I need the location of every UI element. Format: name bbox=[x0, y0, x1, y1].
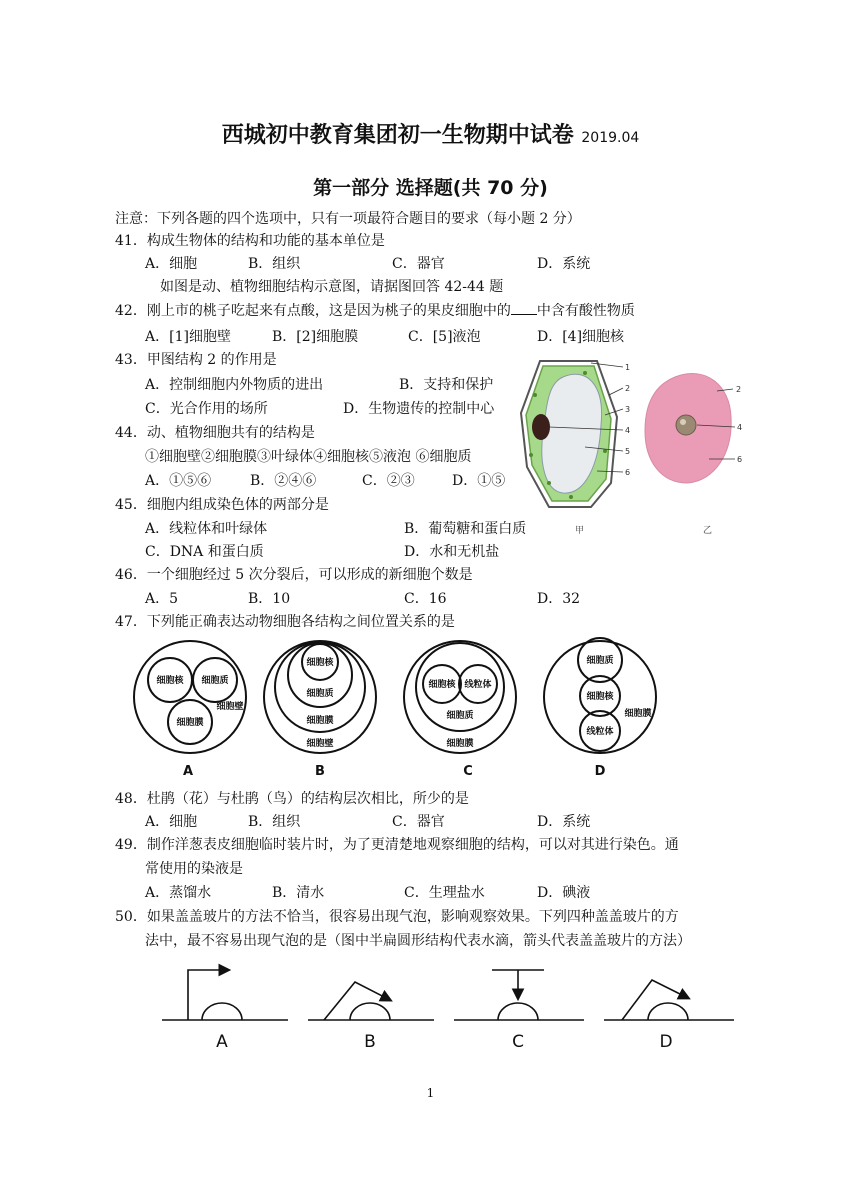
q46-option-a: A．5 bbox=[145, 591, 179, 607]
label-2: 2 bbox=[625, 384, 631, 393]
figure-intro: 如图是动、植物细胞结构示意图，请据图回答 42-44 题 bbox=[160, 279, 504, 295]
q46-option-d: D．32 bbox=[537, 591, 581, 607]
page-title bbox=[0, 118, 861, 149]
label-3: 3 bbox=[625, 405, 631, 414]
q49-stem-line2: 常使用的染液是 bbox=[145, 861, 243, 877]
q43-option-c: C．光合作用的场所 bbox=[145, 401, 268, 417]
a-text-2: 细胞质 bbox=[201, 676, 229, 686]
cell-structure-figure bbox=[505, 355, 780, 540]
section-heading: 第一部分 选择题(共 70 分) bbox=[313, 177, 548, 199]
q47-figure bbox=[130, 632, 670, 782]
c-text-3: 细胞质 bbox=[446, 711, 474, 721]
q47-letter-d: D bbox=[594, 764, 606, 779]
label-4: 4 bbox=[625, 426, 631, 435]
q41-option-c: C．器官 bbox=[392, 256, 445, 272]
animal-label-4: 4 bbox=[737, 423, 743, 432]
d-text-2: 细胞核 bbox=[586, 692, 614, 702]
arrow-d bbox=[622, 980, 688, 1020]
q42-stem bbox=[115, 302, 635, 320]
q43-option-d: D．生物遗传的控制中心 bbox=[343, 401, 495, 417]
q48-option-d: D．系统 bbox=[537, 814, 591, 830]
q44-option-d: D．①⑤ bbox=[452, 473, 506, 489]
q42-option-d: D．[4]细胞核 bbox=[537, 329, 625, 345]
q49-option-d: D．碘液 bbox=[537, 885, 591, 901]
q50-letter-a: A bbox=[216, 1032, 228, 1052]
q45-option-b: B．葡萄糖和蛋白质 bbox=[404, 521, 527, 537]
q41-option-b: B．组织 bbox=[248, 256, 301, 272]
q46-option-c: C．16 bbox=[404, 591, 447, 607]
q50-letter-d: D bbox=[659, 1032, 673, 1052]
answer-blank bbox=[511, 302, 537, 315]
q49-option-b: B．清水 bbox=[272, 885, 325, 901]
b-text-3: 细胞膜 bbox=[306, 716, 334, 726]
q48-option-c: C．器官 bbox=[392, 814, 445, 830]
caption-animal: 乙 bbox=[703, 526, 713, 536]
q42-option-a: A．[1]细胞壁 bbox=[145, 329, 231, 345]
droplet-d bbox=[648, 1003, 688, 1020]
q50-letter-c: C bbox=[512, 1032, 524, 1052]
q43-stem: 43．甲图结构 2 的作用是 bbox=[115, 352, 277, 368]
d-text-4: 细胞膜 bbox=[624, 709, 652, 719]
q41-stem: 41．构成生物体的结构和功能的基本单位是 bbox=[115, 233, 385, 249]
q48-stem: 48．杜鹃（花）与杜鹃（鸟）的结构层次相比，所少的是 bbox=[115, 791, 469, 807]
q44-option-b: B．②④⑥ bbox=[250, 473, 317, 489]
q47-letter-a: A bbox=[182, 764, 194, 779]
c-text-2: 线粒体 bbox=[464, 680, 492, 690]
title-text: 西城初中教育集团初一生物期中试卷 bbox=[221, 123, 574, 148]
q48-option-b: B．组织 bbox=[248, 814, 301, 830]
q49-option-c: C．生理盐水 bbox=[404, 885, 485, 901]
label-6: 6 bbox=[625, 468, 631, 477]
animal-nucleus bbox=[676, 415, 696, 435]
q43-option-a: A．控制细胞内外物质的进出 bbox=[145, 377, 324, 393]
q49-option-a: A．蒸馏水 bbox=[145, 885, 212, 901]
animal-label-6: 6 bbox=[737, 455, 743, 464]
q44-option-c: C．②③ bbox=[362, 473, 415, 489]
q41-option-d: D．系统 bbox=[537, 256, 591, 272]
q42-option-c: C．[5]液泡 bbox=[408, 329, 481, 345]
q45-option-a: A．线粒体和叶绿体 bbox=[145, 521, 268, 537]
q49-stem-line1: 49．制作洋葱表皮细胞临时装片时，为了更清楚地观察细胞的结构，可以对其进行染色。通 bbox=[115, 837, 679, 853]
q50-stem-line2: 法中，最不容易出现气泡的是（图中半扁圆形结构代表水滴，箭头代表盖盖玻片的方法） bbox=[145, 933, 691, 949]
b-text-4: 细胞壁 bbox=[306, 739, 334, 749]
q50-figure bbox=[160, 960, 740, 1055]
q46-option-b: B．10 bbox=[248, 591, 291, 607]
q47-stem: 47．下列能正确表达动物细胞各结构之间位置关系的是 bbox=[115, 614, 455, 630]
animal-label-2: 2 bbox=[736, 385, 742, 394]
q42-stem-a: 42．刚上市的桃子吃起来有点酸，这是因为桃子的果皮细胞中的 bbox=[115, 303, 511, 319]
d-text-1: 细胞质 bbox=[586, 656, 614, 666]
q45-option-d: D．水和无机盐 bbox=[404, 544, 500, 560]
q48-option-a: A．细胞 bbox=[145, 814, 198, 830]
a-text-3: 细胞膜 bbox=[176, 718, 204, 728]
instructions-note: 注意：下列各题的四个选项中，只有一项最符合题目的要求（每小题 2 分） bbox=[115, 211, 581, 227]
droplet-c bbox=[498, 1003, 538, 1020]
arrow-a bbox=[188, 970, 228, 1020]
arrow-b bbox=[324, 982, 390, 1020]
q47-letter-b: B bbox=[315, 764, 325, 779]
q41-option-a: A．细胞 bbox=[145, 256, 198, 272]
q44-option-a: A．①⑤⑥ bbox=[145, 473, 212, 489]
b-text-1: 细胞核 bbox=[306, 658, 334, 668]
a-text-1: 细胞核 bbox=[156, 676, 184, 686]
c-text-4: 细胞膜 bbox=[446, 739, 474, 749]
label-5: 5 bbox=[625, 447, 631, 456]
option-c-c4 bbox=[404, 641, 516, 753]
q44-items: ①细胞壁②细胞膜③叶绿体④细胞核⑤液泡 ⑥细胞质 bbox=[145, 449, 472, 465]
plant-nucleus bbox=[532, 414, 550, 440]
b-text-2: 细胞质 bbox=[306, 689, 334, 699]
a-text-4: 细胞壁 bbox=[216, 702, 244, 712]
q50-stem-line1: 50．如果盖盖玻片的方法不恰当，很容易出现气泡，影响观察效果。下列四种盖盖玻片的方 bbox=[115, 909, 679, 925]
q44-stem: 44．动、植物细胞共有的结构是 bbox=[115, 425, 315, 441]
droplet-a bbox=[202, 1003, 242, 1020]
q47-letter-c: C bbox=[463, 764, 473, 779]
q42-option-b: B．[2]细胞膜 bbox=[272, 329, 359, 345]
q50-letter-b: B bbox=[364, 1032, 376, 1052]
label-1: 1 bbox=[625, 363, 631, 372]
title-date: 2019.04 bbox=[581, 130, 640, 146]
q43-option-b: B．支持和保护 bbox=[399, 377, 494, 393]
d-text-3: 线粒体 bbox=[586, 727, 614, 737]
droplet-b bbox=[350, 1003, 390, 1020]
q45-stem: 45．细胞内组成染色体的两部分是 bbox=[115, 497, 329, 513]
caption-plant: 甲 bbox=[575, 526, 585, 536]
q46-stem: 46．一个细胞经过 5 次分裂后，可以形成的新细胞个数是 bbox=[115, 567, 473, 583]
page-number: 1 bbox=[426, 1086, 435, 1100]
q45-option-c: C．DNA 和蛋白质 bbox=[145, 544, 264, 560]
c-text-1: 细胞核 bbox=[428, 680, 456, 690]
q42-stem-b: 中含有酸性物质 bbox=[536, 303, 635, 319]
